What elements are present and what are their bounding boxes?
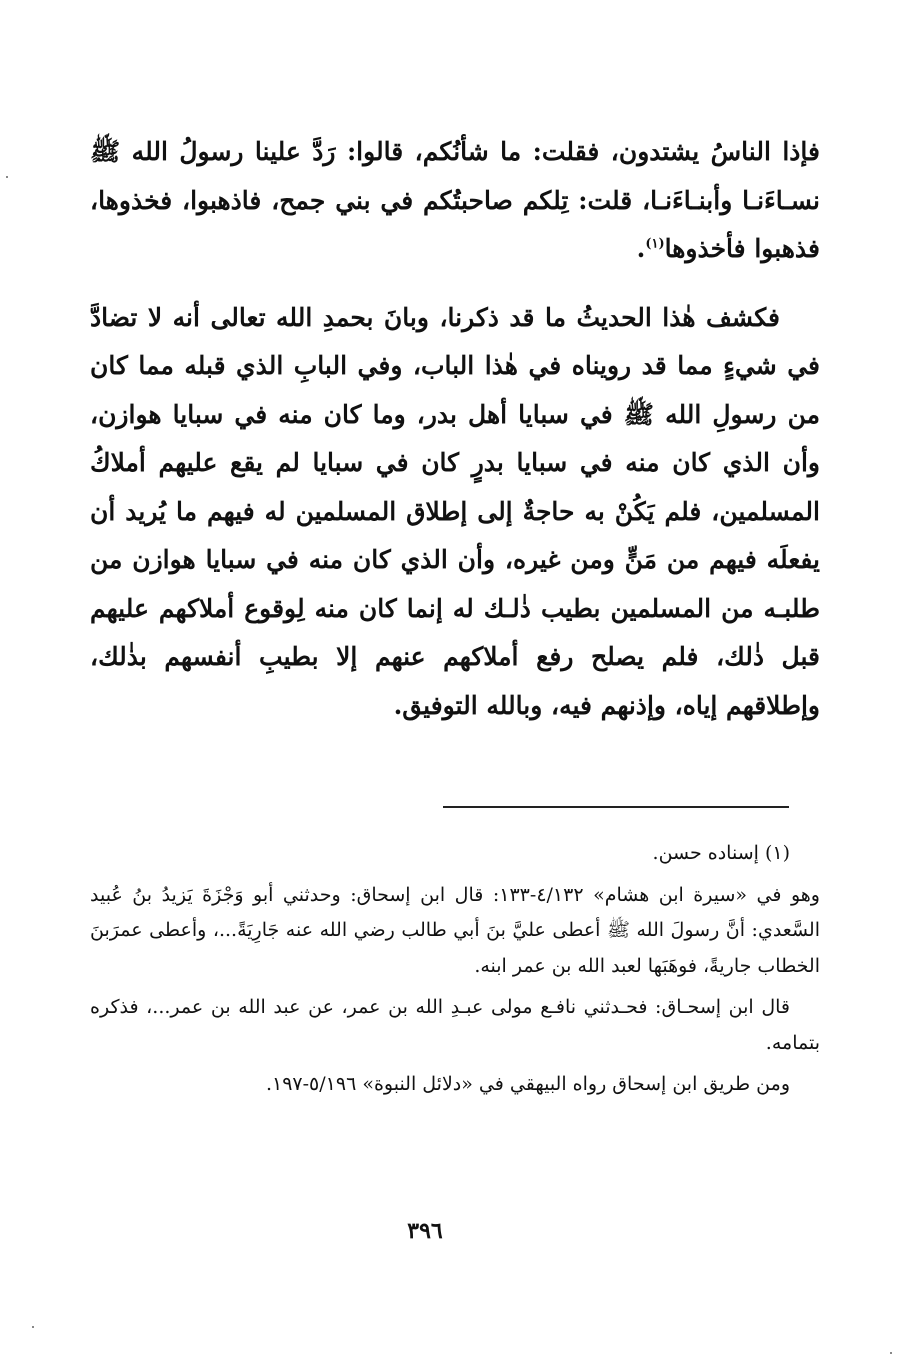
text-line: هوازن، وأن الذي كان منه في سبايا بدرٍ كان في سبايا لم يقع عليهم [90,399,820,477]
text-line: أملاكهم عليهم قبل ذٰلك، فلم يصلح رفع أملاكهم عنهم إلا بطيبِ [90,593,820,671]
scan-speck [890,1352,892,1354]
text-line: تضادَّ في شيءٍ مما قد رويناه في هٰذا الباب، وفي البابِ الذي قبله [90,302,820,380]
footnotes [90,836,820,1109]
text-line: فخذوها، فذهبوا فأخذوها [90,185,820,263]
text-line: أنفسهم بذٰلك، وإطلاقهم إياه، وإذنهم فيه، وبالله التوفيق. [90,642,820,720]
text-line: فكشف هٰذا الحديثُ ما قد ذكرنا، وبانَ بحمدِ الله تعالى أنه لا [147,302,780,332]
footnote-source-2: قال ابن إسحـاق: فحـدثني نافـع مولى عبـدِ الله بن عمر، عن عبد الله بن عمر...، فذكره بتمامه. [90,996,820,1054]
text-line: أملاكُ المسلمين، فلم يَكُنْ به حاجةٌ إلى إطلاق المسلمين له فيهم [90,448,820,526]
scan-speck [32,1326,34,1328]
main-text [90,128,820,730]
scan-speck [6,176,8,178]
text-line: ما يُريد أن يفعلَه فيهم من مَنٍّ ومن غيره، وأن الذي كان منه في سبايا [90,496,820,574]
paragraph-2 [90,294,820,731]
page-number: ٣٩٦ [407,1218,443,1244]
sentence-end: . [636,234,646,263]
text-line: هوازن من طلبـه من المسلمين بطيب ذٰلـك له إنما كان منه لِوقوع [90,545,820,623]
footnote-source-3: ومن طريق ابن إسحاق رواه البيهقي في «دلائل النبوة» ٥/١٩٦-١٩٧. [265,1073,790,1095]
text-line: مما كان من رسولِ الله ﷺ في سبايا أهل بدر، وما كان منه في سبايا [90,351,820,429]
footnote-source-1: وهو في «سيرة ابن هشام» ٤/١٣٢-١٣٣: قال ابن إسحاق: وحدثني أبو وَجْزَةَ يَزيدُ بنُ عُبيد السَّعدي: أنَّ رسولَ الله ﷺ أعطى عليَّ بنَ أبي طالب رضي الله عنه جَارِيَةً...، وأعطى عمرَبنَ الخطاب جاريةً، فوهَبَها لعبد الله بن عمر ابنه. [90,883,820,977]
paragraph-1 [90,128,820,274]
footnote-reference[interactable]: (١) [645,236,665,252]
text-line: فإذا الناسُ يشتدون، فقلت: ما شأنُكم، قالوا: رَدَّ علينا رسولُ الله ﷺ [90,137,820,166]
footnote-separator [443,806,789,808]
text-line: نسـاءَنـا وأبنـاءَنـا، قلت: تِلكم صاحبتُكم في بني جمح، فاذهبوا، [182,185,820,215]
footnote-1: (١) إسناده حسن. [652,842,790,864]
